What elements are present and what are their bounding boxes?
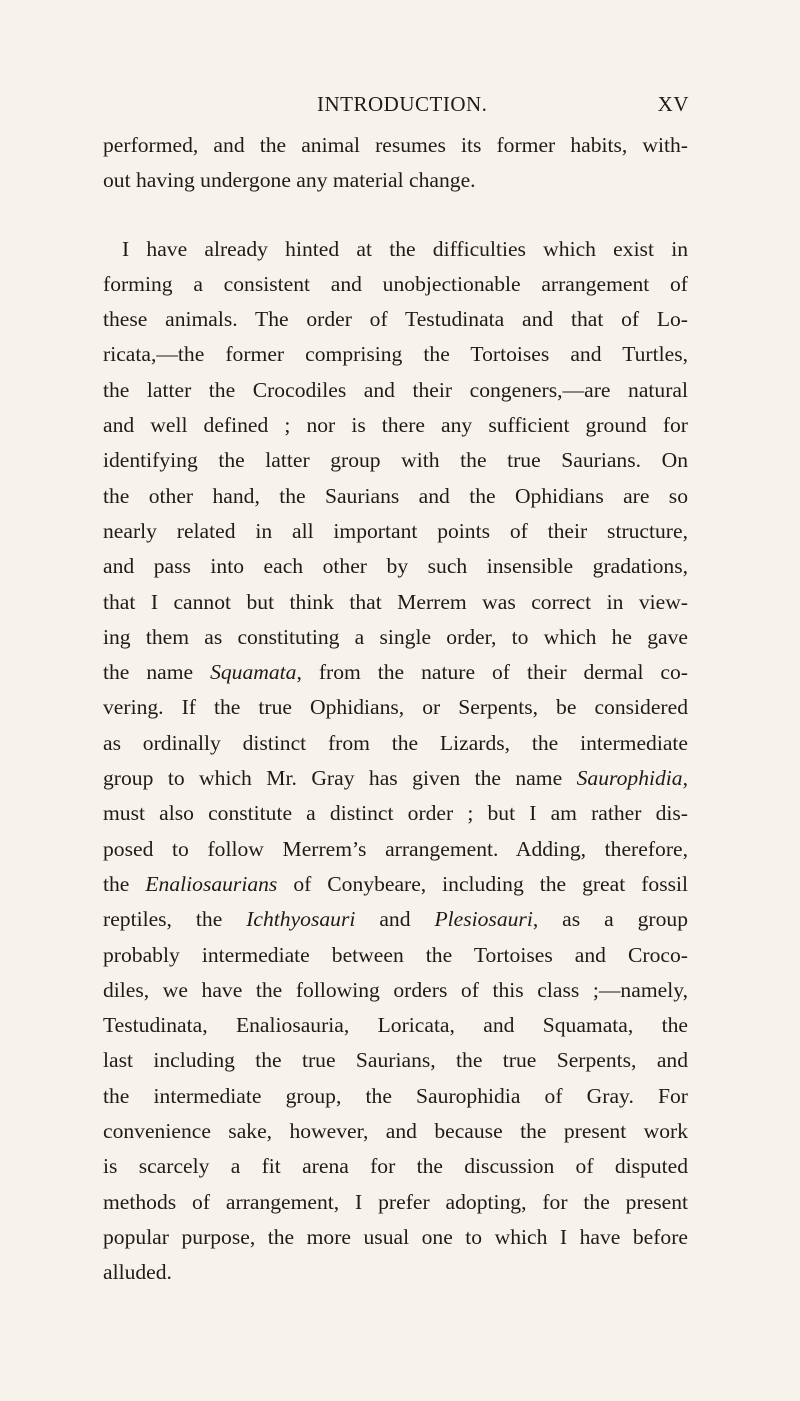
text-line: forming a consistent and unobjectionable arrangement of: [103, 271, 688, 296]
text-line: these animals. The order of Testudinata and that of Lo-: [103, 307, 688, 332]
text-line: performed, and the animal resumes its former habits, with-: [103, 133, 688, 157]
body-text: [103, 128, 688, 1291]
text-line: the latter the Crocodiles and their congeners,—are natural: [103, 377, 688, 402]
italic-term: Ichthyosauri: [246, 907, 356, 932]
text-line: reptiles, the Ichthyosauri and Plesiosauri, as a group: [103, 907, 688, 932]
text-line: as ordinally distinct from the Lizards, the intermediate: [103, 730, 688, 755]
text-line: identifying the latter group with the true Saurians. On: [103, 448, 688, 473]
running-head: [317, 92, 689, 120]
text-line: the intermediate group, the Saurophidia of Gray. For: [103, 1083, 688, 1108]
text-line: and well defined ; nor is there any sufficient ground for: [103, 413, 688, 438]
text-line: I have already hinted at the difficulties which exist in: [122, 236, 688, 261]
text-line: must also constitute a distinct order ; but I am rather dis-: [103, 801, 688, 826]
text-line: posed to follow Merrem’s arrangement. Adding, therefore,: [103, 836, 688, 861]
italic-term: Saurophidia: [576, 766, 683, 791]
text-line: ing them as constituting a single order, to which he gave: [103, 624, 688, 649]
text-line: alluded.: [103, 1260, 172, 1285]
text-line: nearly related in all important points of their structure,: [103, 518, 688, 543]
text-line: probably intermediate between the Tortoises and Croco-: [103, 942, 688, 967]
text-line: group to which Mr. Gray has given the name Saurophidia,: [103, 766, 688, 791]
text-line: the Enaliosaurians of Conybeare, including the great fossil: [103, 871, 688, 896]
paragraph-gap: [103, 199, 688, 232]
text-line: out having undergone any material change.: [103, 168, 476, 193]
italic-term: Squamata: [210, 660, 297, 685]
text-line: last including the true Saurians, the true Serpents, and: [103, 1048, 688, 1073]
text-line: methods of arrangement, I prefer adopting, for the present: [103, 1189, 688, 1214]
italic-term: Enaliosaurians: [145, 871, 278, 896]
text-line: diles, we have the following orders of this class ;—namely,: [103, 977, 688, 1002]
text-line: is scarcely a fit arena for the discussion of disputed: [103, 1154, 688, 1179]
italic-term: Plesiosauri: [434, 907, 533, 932]
text-line: convenience sake, however, and because the present work: [103, 1119, 688, 1144]
text-line: popular purpose, the more usual one to which I have before: [103, 1224, 688, 1249]
running-title: INTRODUCTION.: [317, 92, 488, 116]
text-line: Testudinata, Enaliosauria, Loricata, and Squamata, the: [103, 1013, 688, 1038]
text-line: the name Squamata, from the nature of their dermal co-: [103, 660, 688, 685]
text-line: and pass into each other by such insensible gradations,: [103, 554, 688, 579]
text-line: vering. If the true Ophidians, or Serpents, be considered: [103, 695, 688, 720]
page-number: XV: [657, 92, 689, 116]
text-line: ricata,—the former comprising the Tortoises and Turtles,: [103, 342, 688, 367]
text-line: the other hand, the Saurians and the Ophidians are so: [103, 483, 688, 508]
text-line: that I cannot but think that Merrem was correct in view-: [103, 589, 688, 614]
